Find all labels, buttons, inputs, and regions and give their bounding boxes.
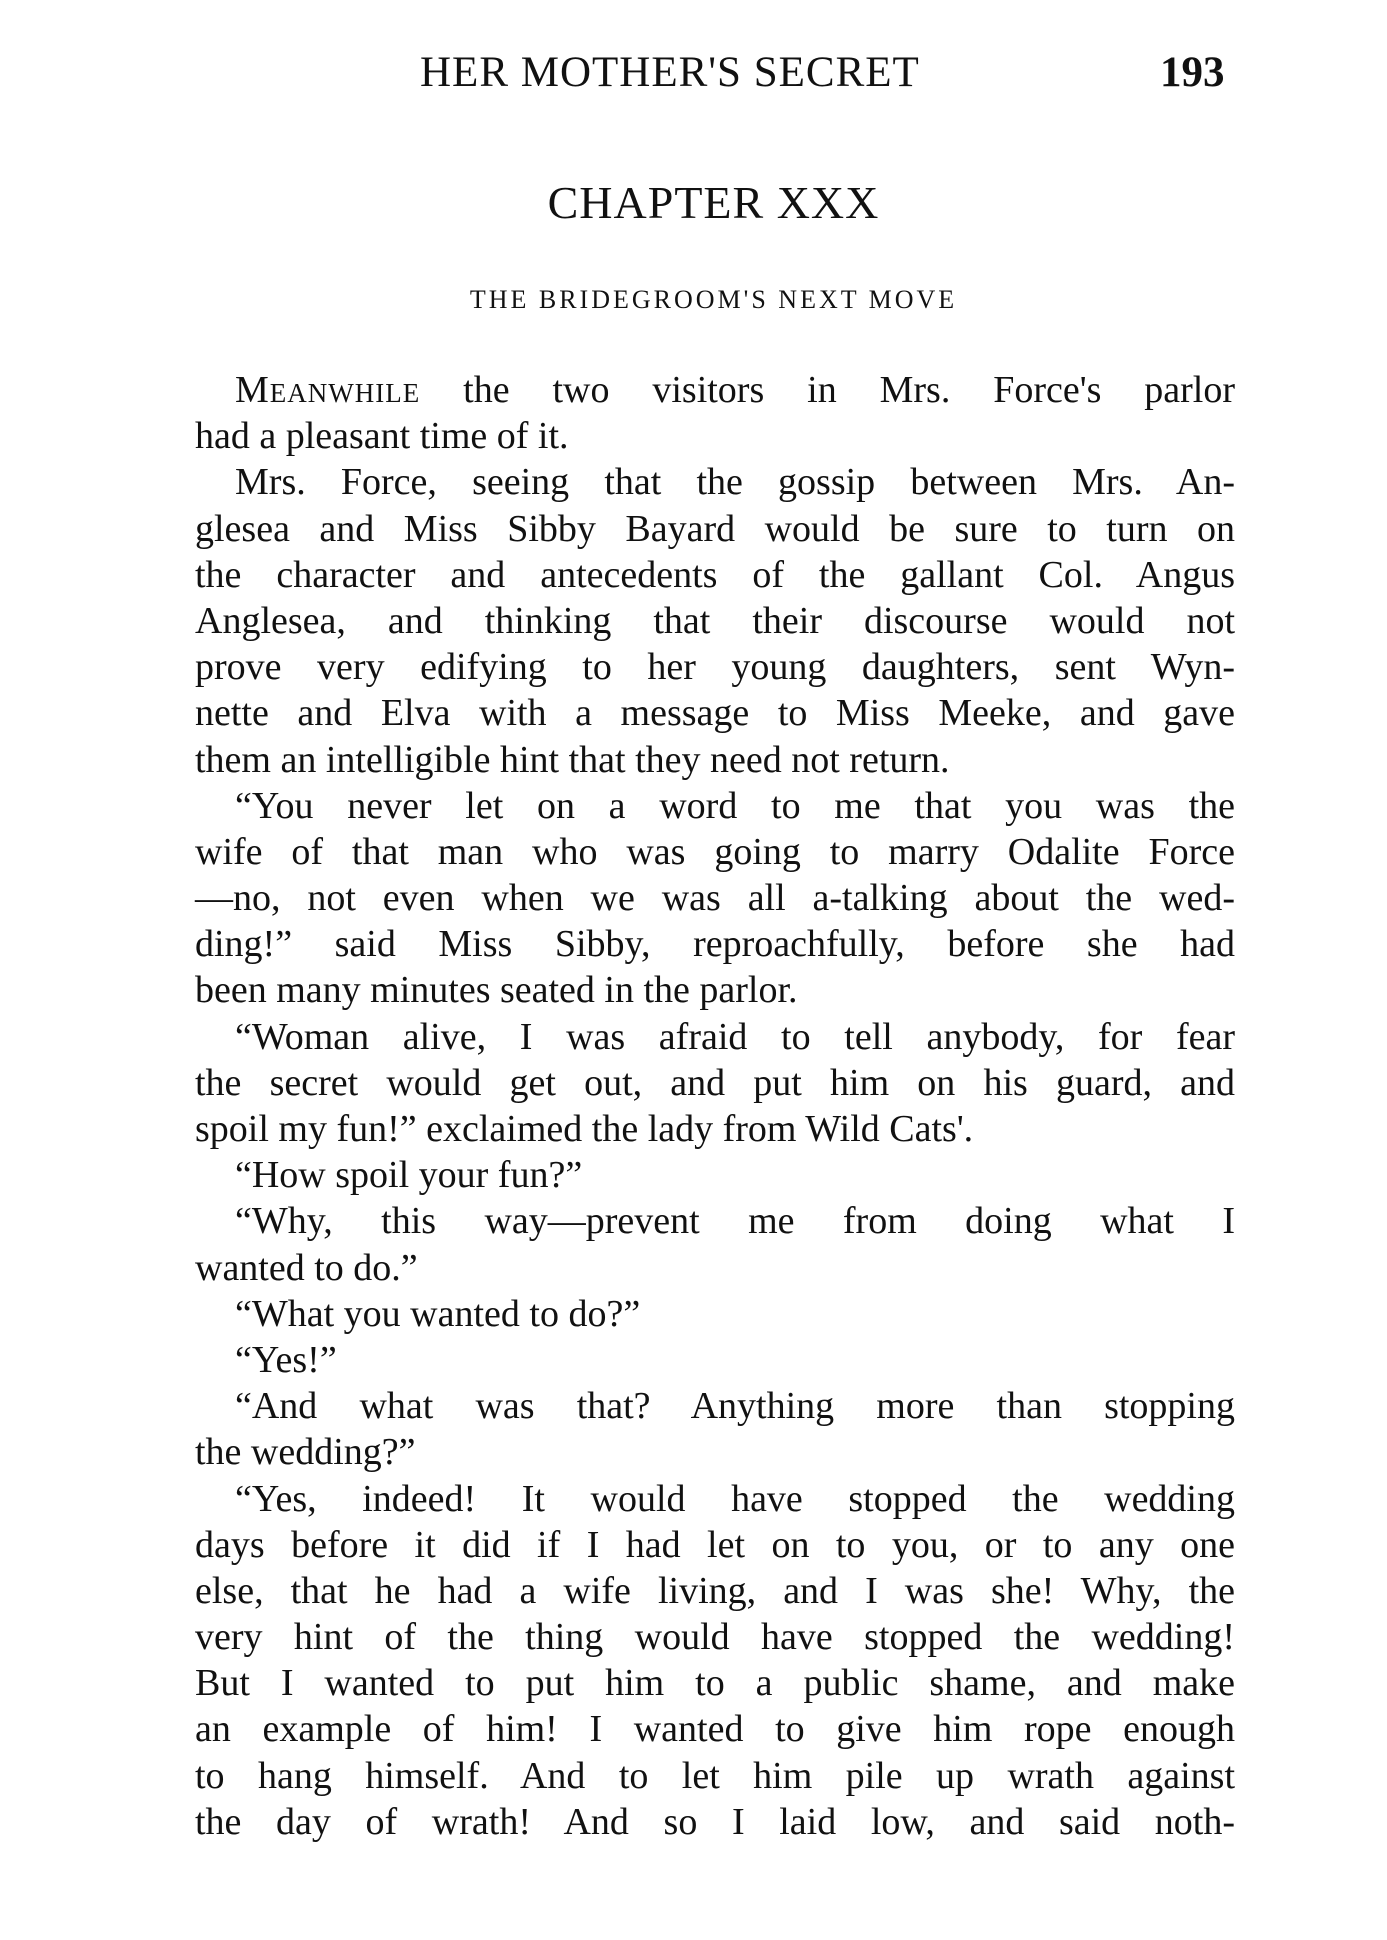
text-line: the wedding?” <box>195 1431 416 1474</box>
text-line: prove very edifying to her young daughters, sent Wyn- <box>195 646 1235 689</box>
page-number: 193 <box>1160 49 1225 96</box>
text-line-rest: the two visitors in Mrs. Force's parlor <box>420 369 1235 411</box>
drop-lead-word: Meanwhile <box>235 369 421 411</box>
text-line: “And what was that? Anything more than stopping <box>235 1385 1235 1428</box>
text-line: But I wanted to put him to a public shame, and make <box>195 1662 1235 1705</box>
text-line: “Woman alive, I was afraid to tell anybody, for fear <box>235 1015 1235 1058</box>
body-text <box>195 367 1235 1845</box>
text-line: an example of him! I wanted to give him rope enough <box>195 1708 1235 1751</box>
text-line: “Yes!” <box>235 1338 337 1381</box>
text-line: very hint of the thing would have stopped the wedding! <box>195 1616 1235 1659</box>
text-line: “Why, this way—prevent me from doing what I <box>235 1200 1235 1243</box>
text-line: Mrs. Force, seeing that the gossip between Mrs. An- <box>235 461 1235 504</box>
text-line: —no, not even when we was all a-talking about the wed- <box>195 877 1235 920</box>
text-line: wife of that man who was going to marry Odalite Force <box>195 830 1235 873</box>
text-line: “How spoil your fun?” <box>235 1154 583 1197</box>
text-line: been many minutes seated in the parlor. <box>195 969 798 1012</box>
text-line: “You never let on a word to me that you was the <box>235 784 1235 827</box>
chapter-title: THE BRIDEGROOM'S NEXT MOVE <box>469 285 958 314</box>
text-line: nette and Elva with a message to Miss Meeke, and gave <box>195 692 1235 735</box>
text-line: Anglesea, and thinking that their discourse would not <box>195 599 1235 642</box>
text-line: the character and antecedents of the gallant Col. Angus <box>195 553 1235 596</box>
text-line: glesea and Miss Sibby Bayard would be sure to turn on <box>195 507 1235 550</box>
text-line: “Yes, indeed! It would have stopped the wedding <box>235 1477 1235 1520</box>
text-line: days before it did if I had let on to you, or to any one <box>195 1523 1235 1566</box>
text-line: them an intelligible hint that they need not return. <box>195 738 950 781</box>
text-line: the secret would get out, and put him on his guard, and <box>195 1061 1235 1104</box>
text-line: spoil my fun!” exclaimed the lady from Wild Cats'. <box>195 1108 974 1150</box>
running-title: HER MOTHER'S SECRET <box>420 49 920 96</box>
text-line: “What you wanted to do?” <box>235 1292 641 1335</box>
text-line: had a pleasant time of it. <box>195 415 569 458</box>
text-line: wanted to do.” <box>195 1246 418 1289</box>
chapter-number: CHAPTER XXX <box>547 177 880 228</box>
text-line: to hang himself. And to let him pile up wrath against <box>195 1754 1235 1797</box>
running-head <box>0 48 1387 108</box>
text-line: ding!” said Miss Sibby, reproachfully, before she had <box>195 923 1235 966</box>
text-line <box>195 367 1235 413</box>
text-line: the day of wrath! And so I laid low, and said noth- <box>195 1800 1235 1843</box>
text-line: else, that he had a wife living, and I was she! Why, the <box>195 1569 1235 1612</box>
